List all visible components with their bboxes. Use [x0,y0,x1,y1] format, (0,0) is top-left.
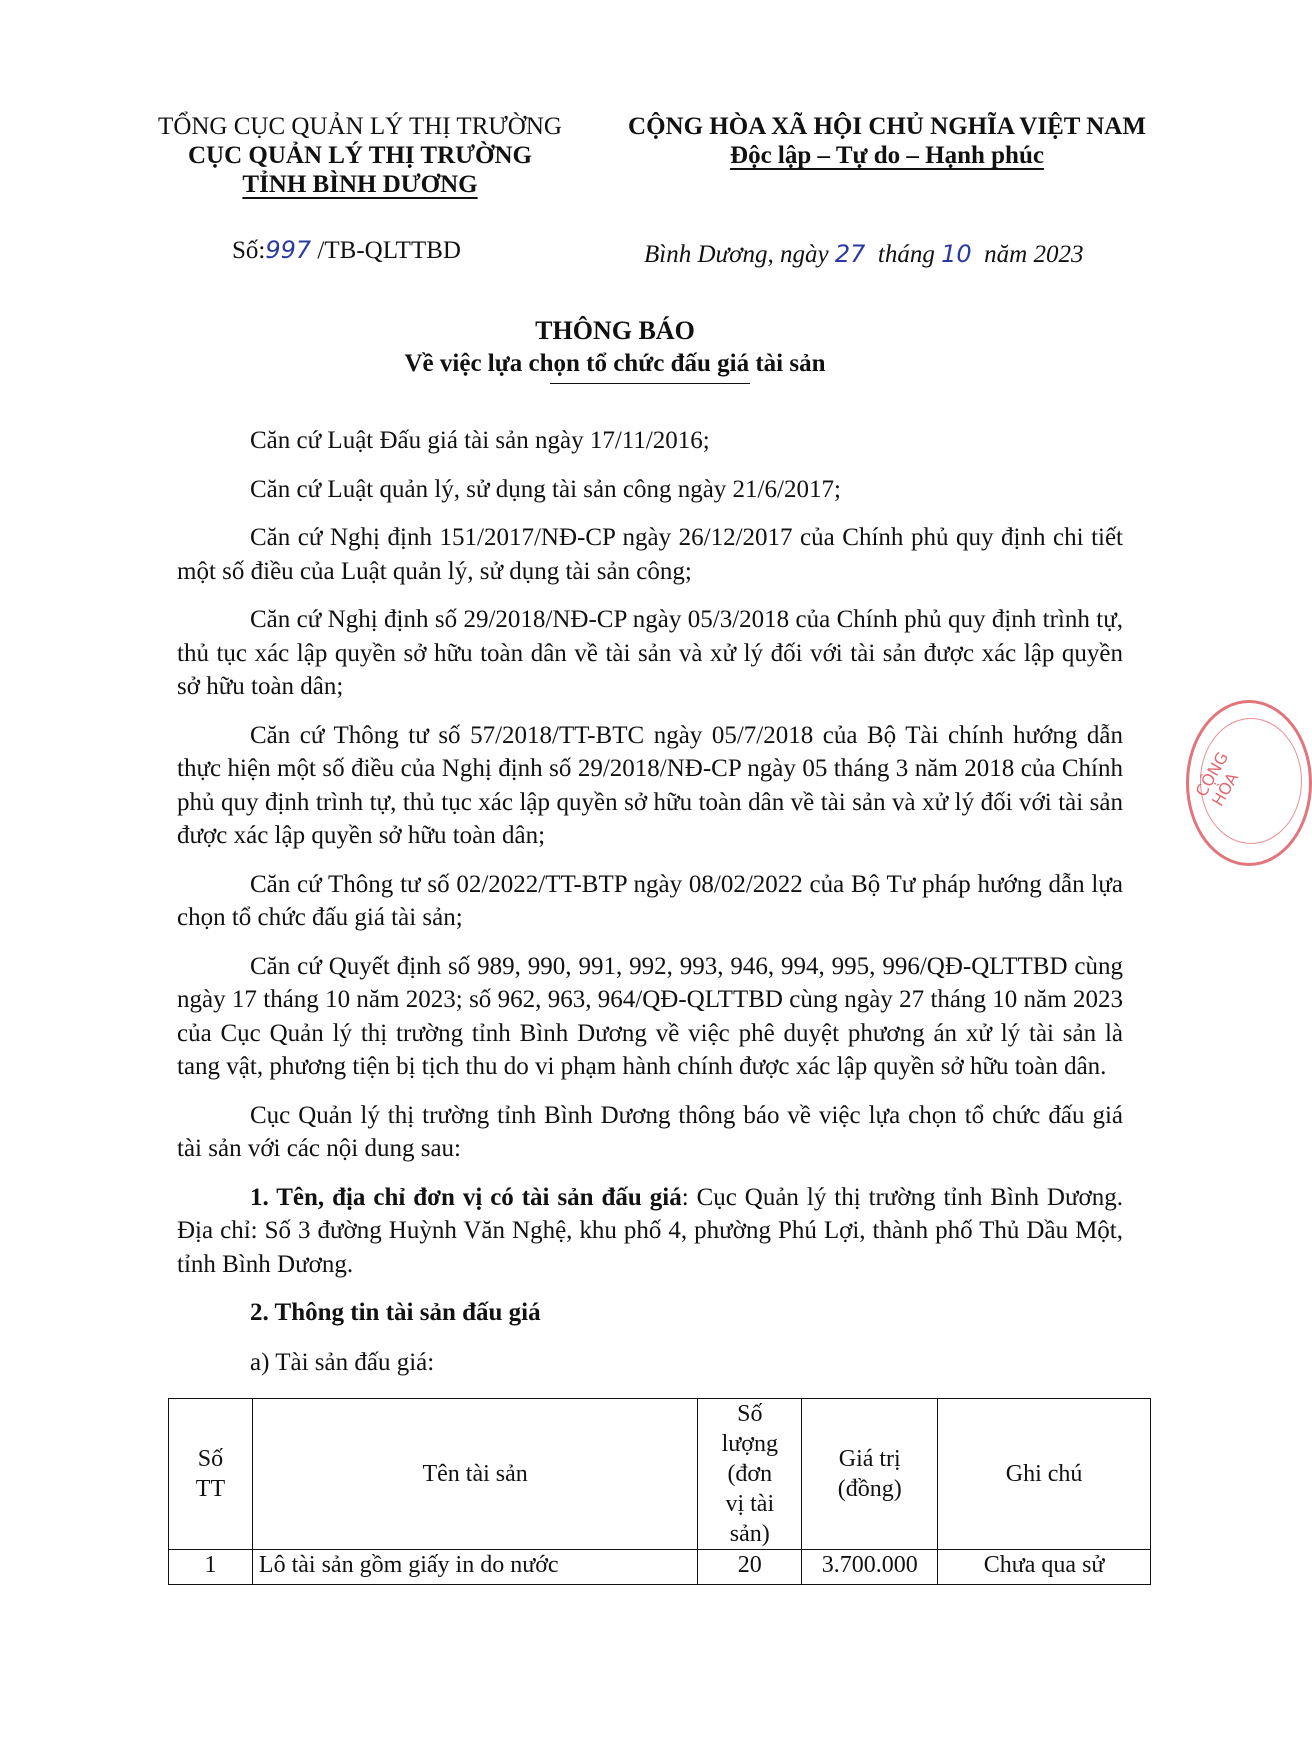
table-header-row [169,1399,1151,1550]
document-title: THÔNG BÁO [535,316,695,345]
handwritten-month: 10 [941,240,972,268]
cell-qty: 20 [698,1550,802,1585]
country-name: CỘNG HÒA XÃ HỘI CHỦ NGHĨA VIỆT NAM [628,113,1146,140]
cell-value: 3.700.000 [802,1550,938,1585]
section-1-heading: 1. Tên, địa chỉ đơn vị có tài sản đấu giá [250,1183,682,1211]
paragraph: Căn cứ Nghị định 151/2017/NĐ-CP ngày 26/12/2017 của Chính phủ quy định chi tiết một số điều của Luật quản lý, sử dụng tài sản công; [177,524,1123,585]
title-underline [550,383,750,384]
cell-stt: 1 [169,1550,253,1585]
header-qty: Số lượng (đơn vị tài sản) [698,1399,802,1550]
header-value: Giá trị (đồng) [802,1399,938,1550]
cell-note: Chưa qua sử [938,1550,1151,1585]
document-body [177,424,1123,1394]
header-name: Tên tài sản [252,1399,697,1550]
paragraph: Căn cứ Thông tư số 02/2022/TT-BTP ngày 08/02/2022 của Bộ Tư pháp hướng dẫn lựa chọn tổ chức đấu giá tài sản; [177,870,1123,931]
national-header [622,112,1152,170]
document-number: Số:997 /TB-QLTTBD [232,236,461,264]
agency-name: CỤC QUẢN LÝ THỊ TRƯỜNG [187,142,533,169]
paragraph: Cục Quản lý thị trường tỉnh Bình Dương thông báo về việc lựa chọn tổ chức đấu giá tài sản với các nội dung sau: [177,1101,1123,1162]
header-note: Ghi chú [938,1399,1151,1550]
agency-parent: TỔNG CỤC QUẢN LÝ THỊ TRƯỜNG [158,113,562,140]
document-subtitle: Về việc lựa chọn tổ chức đấu giá tài sản [404,350,826,377]
paragraph: Căn cứ Luật quản lý, sử dụng tài sản công ngày 21/6/2017; [250,475,841,503]
asset-table [168,1398,1151,1585]
paragraph: Căn cứ Thông tư số 57/2018/TT-BTC ngày 05/7/2018 của Bộ Tài chính hướng dẫn thực hiện một số điều của Nghị định số 29/2018/NĐ-CP ngày 05 tháng 3 năm 2018 của Chính phủ quy định trình tự, thủ tục xác lập quyền sở hữu toàn dân về tài sản và xử lý đối với tài sản được xác lập quyền sở hữu toàn dân; [177,721,1123,849]
seal-text: CỘNG HÒA [1191,748,1243,810]
handwritten-day: 27 [834,240,866,268]
section-2-heading: 2. Thông tin tài sản đấu giá [250,1299,541,1326]
cell-name: Lô tài sản gồm giấy in do nước [252,1550,697,1585]
paragraph: Căn cứ Luật Đấu giá tài sản ngày 17/11/2016; [250,427,710,454]
header-stt: Số TT [169,1399,253,1550]
document-date: Bình Dương, ngày 27 tháng 10 năm 2023 [644,240,1084,268]
national-motto: Độc lập – Tự do – Hạnh phúc [730,142,1044,169]
section-1-text: : Cục Quản lý thị trường tỉnh Bình Dương. Địa chỉ: Số 3 đường Huỳnh Văn Nghệ, khu phố 4, phường Phú Lợi, thành phố Thủ Dầu Một, tỉnh Bình Dương. [177,1183,1123,1278]
agency-province: TỈNH BÌNH DƯƠNG [242,171,478,198]
issuing-agency [140,112,580,199]
handwritten-number: 997 [265,236,312,264]
paragraph: Căn cứ Quyết định số 989, 990, 991, 992, 993, 946, 994, 995, 996/QĐ-QLTTBD cùng ngày 17 tháng 10 năm 2023; số 962, 963, 964/QĐ-QLTTBD cùng ngày 27 tháng 10 năm 2023 của Cục Quản lý thị trường tỉnh Bình Dương về việc phê duyệt phương án xử lý tài sản là tang vật, phương tiện bị tịch thu do vi phạm hành chính được xác lập quyền sở hữu toàn dân. [177,952,1123,1080]
table-row [169,1550,1151,1585]
paragraph: Căn cứ Nghị định số 29/2018/NĐ-CP ngày 05/3/2018 của Chính phủ quy định trình tự, thủ tục xác lập quyền sở hữu toàn dân về tài sản và xử lý đối với tài sản được xác lập quyền sở hữu toàn dân; [177,606,1123,700]
section-1 [177,1181,1123,1282]
section-2-sub-a: a) Tài sản đấu giá: [250,1348,435,1376]
